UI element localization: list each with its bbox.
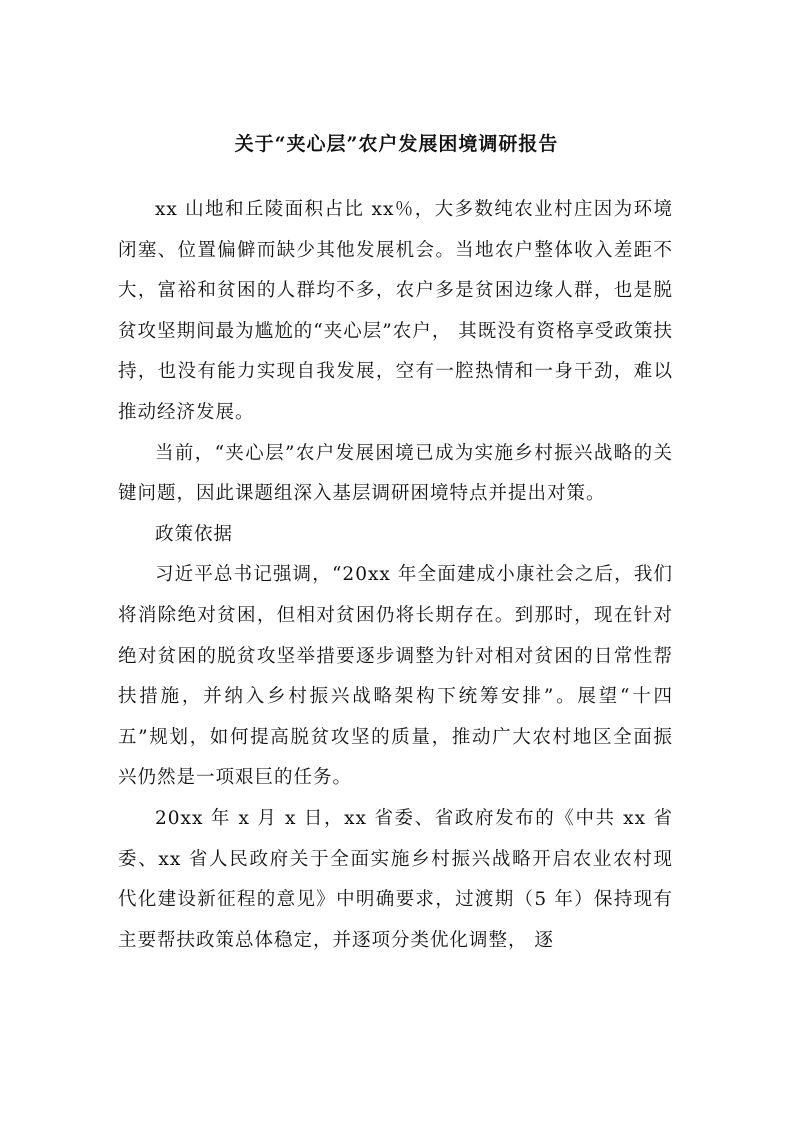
- paragraph-provincial-policy: 20xx 年 x 月 x 日，xx 省委、省政府发布的《中共 xx 省委、xx 省人民政府关于全面实施乡村振兴战略开启农业农村现代化建设新征程的意见》中明确要求，过渡期（5 年）保持现有主要帮扶政策总体稳定，并逐项分类优化调整， 逐: [118, 807, 673, 951]
- document-title: 关于“夹心层”农户发展困境调研报告: [234, 133, 559, 155]
- section-heading-policy-basis: 政策依据: [155, 523, 234, 545]
- paragraph-current-situation: 当前，“夹心层”农户发展困境已成为实施乡村振兴战略的关键问题，因此课题组深入基层调研困境特点并提出对策。: [118, 442, 673, 505]
- document-body: [118, 190, 673, 961]
- paragraph-intro: xx 山地和丘陵面积占比 xx％，大多数纯农业村庄因为环境闭塞、位置偏僻而缺少其他发展机会。当地农户整体收入差距不大，富裕和贫困的人群均不多，农户多是贫困边缘人群，也是脱贫攻坚期间最为尴尬的“夹心层”农户， 其既没有资格享受政策扶持，也没有能力实现自我发展，空有一腔热情和一身干劲，难以推动经济发展。: [118, 199, 673, 423]
- paragraph-xi-quote: 习近平总书记强调，“20xx 年全面建成小康社会之后，我们将消除绝对贫困，但相对贫困仍将长期存在。到那时，现在针对绝对贫困的脱贫攻坚举措要逐步调整为针对相对贫困的日常性帮扶措施，并纳入乡村振兴战略架构下统筹安排”。展望“十四五”规划，如何提高脱贫攻坚的质量，推动广大农村地区全面振兴仍然是一项艰巨的任务。: [118, 564, 673, 789]
